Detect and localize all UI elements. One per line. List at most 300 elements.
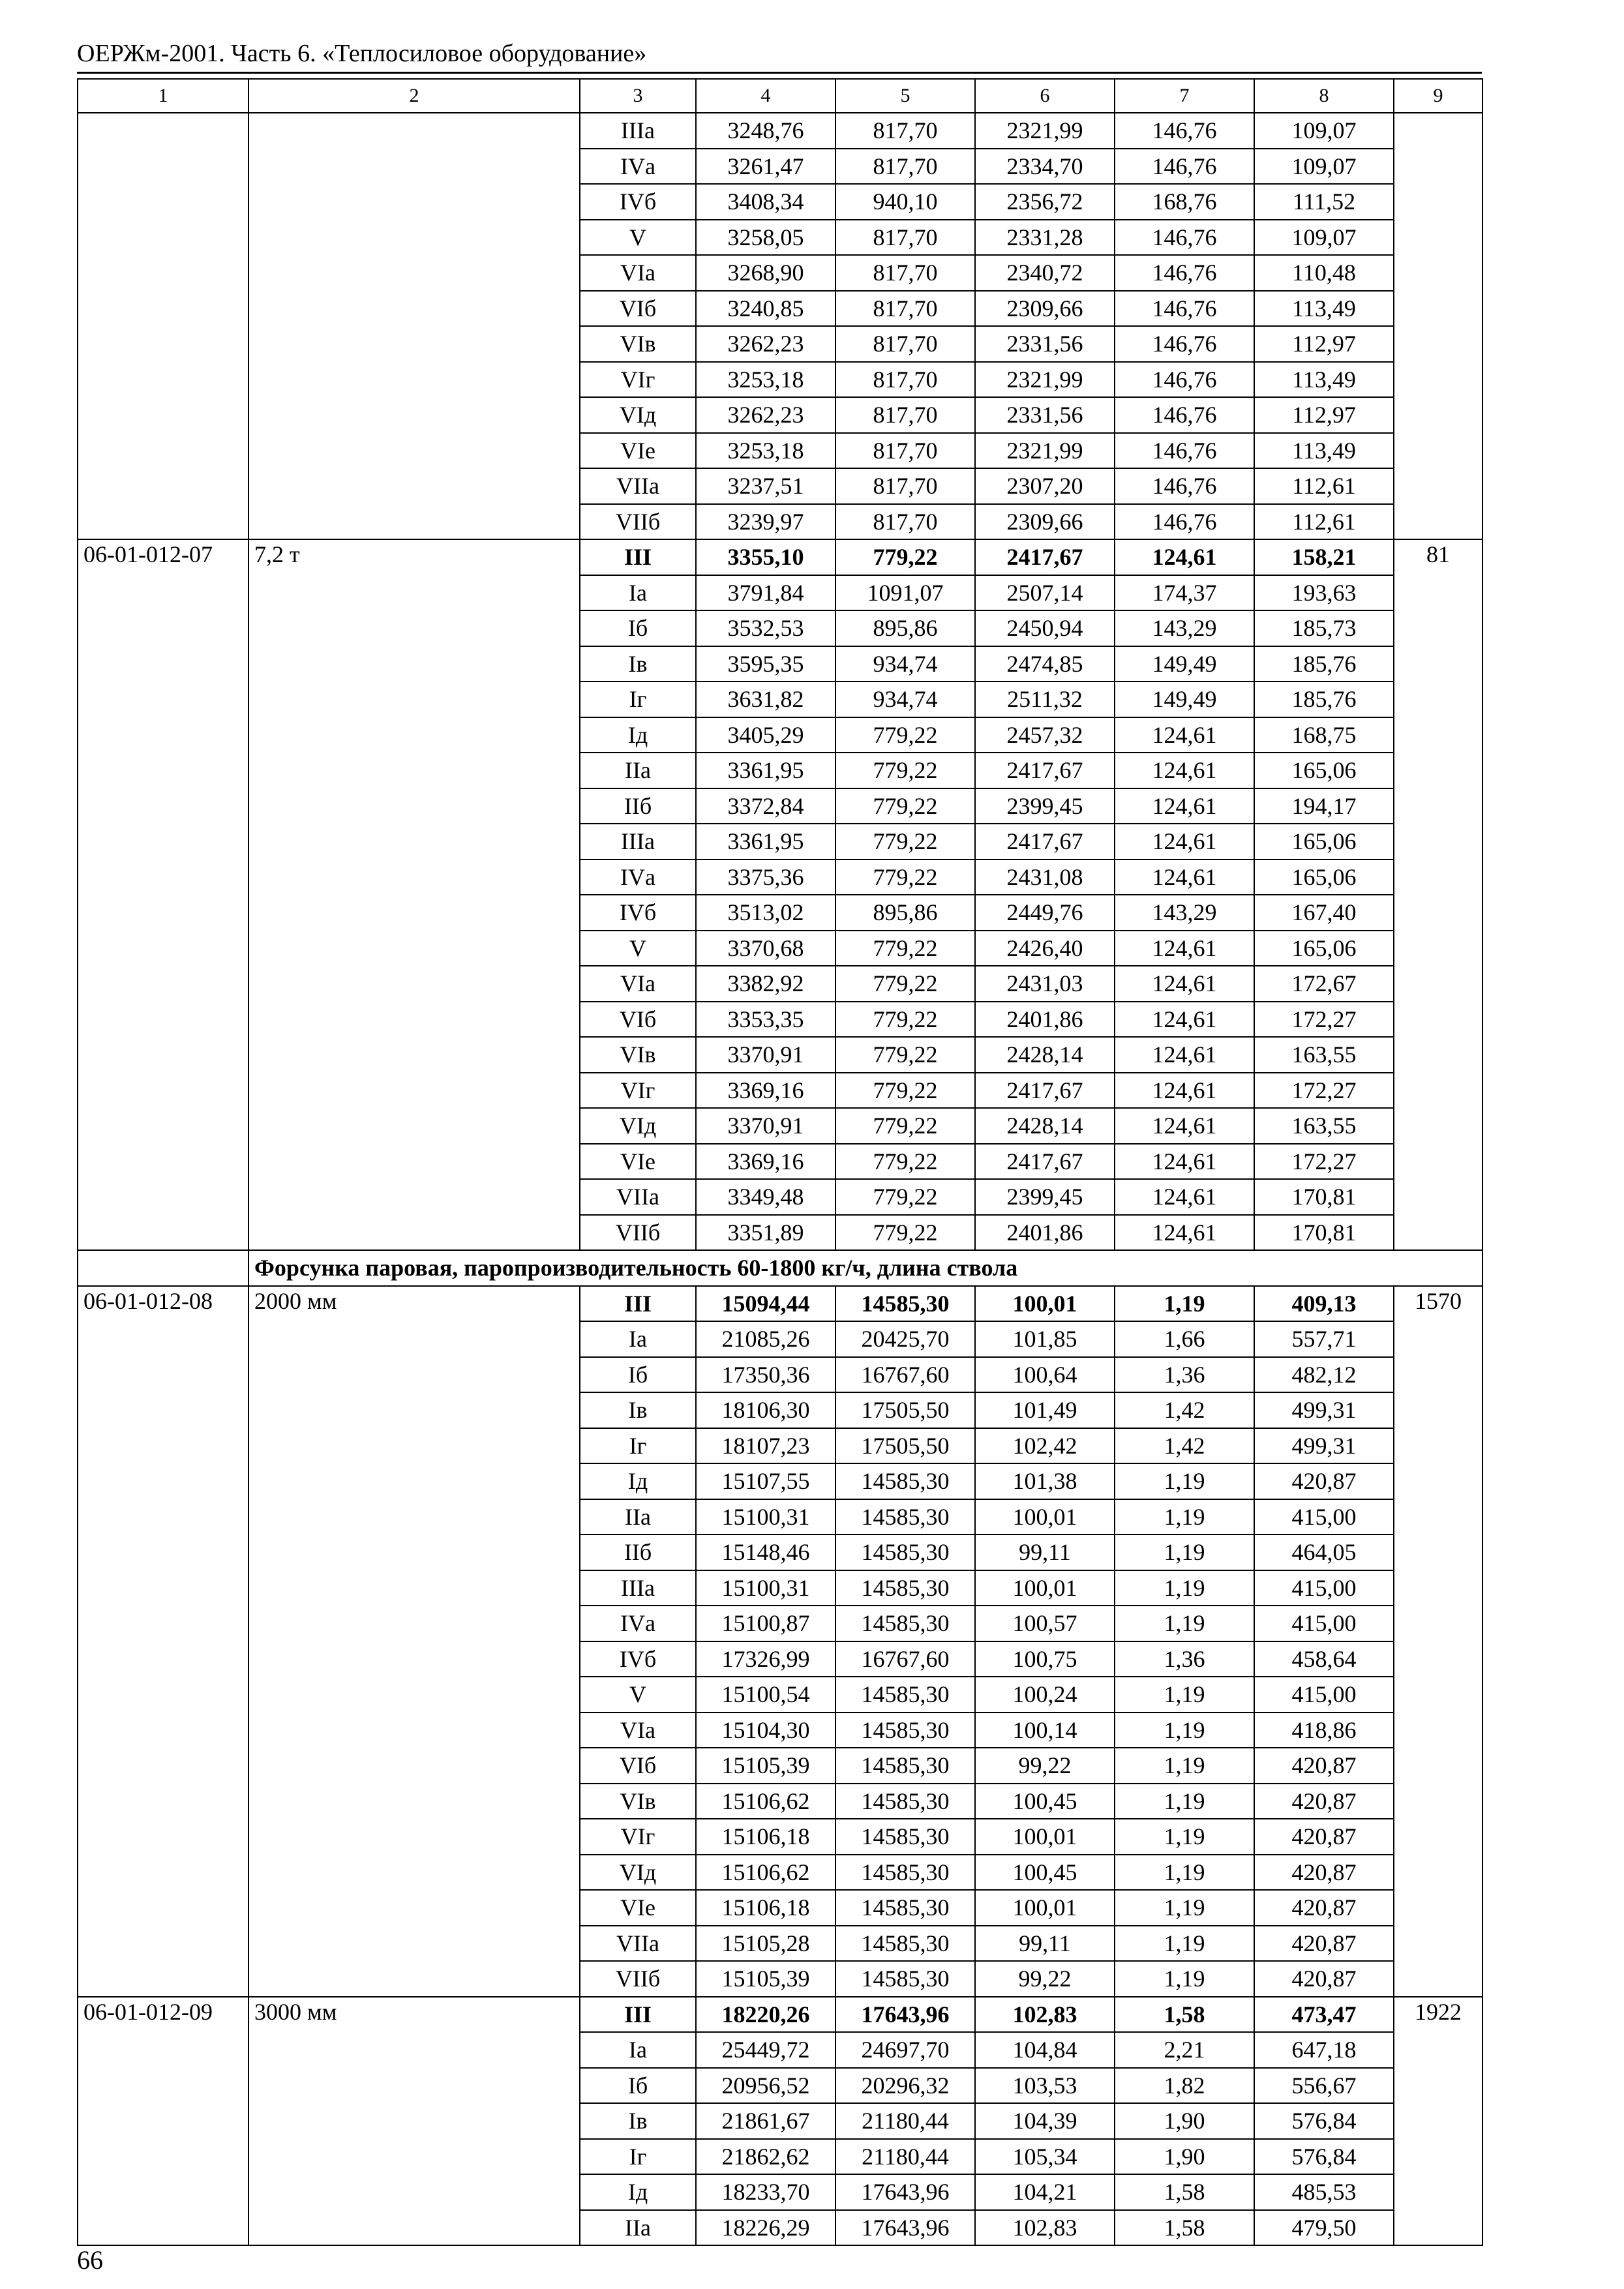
cost-value: 3253,18 [696,362,835,398]
cost-value: 100,01 [975,1570,1115,1606]
cost-value: 21861,67 [696,2103,835,2139]
zone-code: VIе [580,433,696,469]
cost-value: 15100,54 [696,1677,835,1713]
cost-value: 2340,72 [975,255,1115,291]
cost-value: 193,63 [1254,575,1394,611]
cost-value: 3262,23 [696,397,835,433]
cost-value: 499,31 [1254,1428,1394,1464]
cost-value: 100,75 [975,1641,1115,1677]
cost-value: 647,18 [1254,2032,1394,2068]
cost-value: 100,01 [975,1499,1115,1535]
cost-value: 21180,44 [835,2139,975,2175]
cost-value: 779,22 [835,1108,975,1144]
cost-value: 2321,99 [975,433,1115,469]
cost-value: 934,74 [835,681,975,717]
cost-value: 2457,32 [975,717,1115,753]
cost-value: 146,76 [1115,397,1254,433]
cost-value: 420,87 [1254,1855,1394,1891]
cost-value: 2,21 [1115,2032,1254,2068]
cost-value: 482,12 [1254,1357,1394,1393]
cost-value: 14585,30 [835,1677,975,1713]
zone-code: III [580,539,696,575]
cost-value: 557,71 [1254,1321,1394,1357]
cost-value: 172,27 [1254,1002,1394,1038]
cost-value: 185,76 [1254,681,1394,717]
cost-value: 2309,66 [975,291,1115,327]
cost-value: 168,76 [1115,184,1254,220]
column-number: 6 [975,79,1115,113]
cost-value: 3369,16 [696,1144,835,1180]
cost-value: 194,17 [1254,788,1394,824]
cost-value: 3372,84 [696,788,835,824]
cost-value: 3261,47 [696,149,835,185]
cost-value: 415,00 [1254,1606,1394,1641]
cost-value: 124,61 [1115,1002,1254,1038]
zone-code: IIIа [580,1570,696,1606]
cost-value: 112,97 [1254,397,1394,433]
cost-value: 3240,85 [696,291,835,327]
zone-code: Iд [580,717,696,753]
cost-value: 2417,67 [975,539,1115,575]
cost-value: 418,86 [1254,1713,1394,1748]
cost-value: 1091,07 [835,575,975,611]
cost-value: 3405,29 [696,717,835,753]
cost-value: 2431,08 [975,860,1115,895]
cost-value: 779,22 [835,1002,975,1038]
cost-value: 895,86 [835,895,975,931]
cost-value: 104,39 [975,2103,1115,2139]
cost-value: 146,76 [1115,113,1254,149]
cost-value: 109,07 [1254,149,1394,185]
cost-value: 3382,92 [696,966,835,1002]
cost-value: 172,27 [1254,1073,1394,1109]
cost-value: 18106,30 [696,1392,835,1428]
cost-value: 185,73 [1254,610,1394,646]
cost-value: 185,76 [1254,646,1394,682]
cost-value: 165,06 [1254,824,1394,860]
zone-code: Iа [580,2032,696,2068]
page-header: ОЕРЖм-2001. Часть 6. «Теплосиловое оборудование» [77,40,647,67]
zone-code: V [580,1677,696,1713]
cost-value: 779,22 [835,931,975,966]
cost-value: 109,07 [1254,113,1394,149]
cost-value: 16767,60 [835,1357,975,1393]
cost-value: 2450,94 [975,610,1115,646]
cost-value: 15107,55 [696,1463,835,1499]
cost-value: 20956,52 [696,2068,835,2104]
cost-value: 17643,96 [835,1997,975,2033]
cost-value: 15105,39 [696,1748,835,1784]
zone-code: Iа [580,575,696,611]
column-number: 5 [835,79,975,113]
cost-value: 817,70 [835,433,975,469]
cost-value: 3268,90 [696,255,835,291]
cost-value: 934,74 [835,646,975,682]
zone-code: Iд [580,1463,696,1499]
cost-value: 17643,96 [835,2174,975,2210]
rate-name: 2000 мм [248,1286,580,1997]
cost-value: 165,06 [1254,753,1394,788]
cost-value: 3248,76 [696,113,835,149]
cost-value: 14585,30 [835,1713,975,1748]
zone-code: Iв [580,2103,696,2139]
cost-value: 2331,56 [975,326,1115,362]
cost-value: 100,14 [975,1713,1115,1748]
cost-value: 109,07 [1254,220,1394,256]
zone-code: VIб [580,1002,696,1038]
cost-value: 100,01 [975,1286,1115,1322]
cost-value: 18226,29 [696,2210,835,2246]
cost-value: 779,22 [835,539,975,575]
rate-name: 7,2 т [248,539,580,1250]
cost-value: 779,22 [835,788,975,824]
zone-code: Iа [580,1321,696,1357]
rates-table [77,78,1483,2246]
cost-value: 100,57 [975,1606,1115,1641]
cost-value: 124,61 [1115,788,1254,824]
column-number: 3 [580,79,696,113]
cost-value: 2511,32 [975,681,1115,717]
cost-value: 21085,26 [696,1321,835,1357]
zone-code: VIIб [580,1961,696,1997]
table-row [78,1286,1482,1322]
cost-value: 779,22 [835,1179,975,1215]
cost-value: 158,21 [1254,539,1394,575]
cost-value: 124,61 [1115,717,1254,753]
cost-value: 15106,18 [696,1890,835,1926]
zone-code: VIв [580,1037,696,1073]
cost-value: 499,31 [1254,1392,1394,1428]
cost-value: 3258,05 [696,220,835,256]
cost-value: 420,87 [1254,1926,1394,1962]
cost-value: 1,66 [1115,1321,1254,1357]
section-row [78,1250,1482,1286]
cost-value: 103,53 [975,2068,1115,2104]
cost-value: 124,61 [1115,1144,1254,1180]
zone-code: Iг [580,2139,696,2175]
cost-value: 105,34 [975,2139,1115,2175]
zone-code: IVб [580,895,696,931]
cost-value: 170,81 [1254,1179,1394,1215]
zone-code: IVб [580,184,696,220]
cost-value: 420,87 [1254,1463,1394,1499]
cost-value: 15105,39 [696,1961,835,1997]
cost-value: 1,19 [1115,1926,1254,1962]
cost-value: 24697,70 [835,2032,975,2068]
zone-code: VIг [580,1819,696,1855]
zone-code: VIе [580,1890,696,1926]
zone-code: VIб [580,1748,696,1784]
cost-value: 102,83 [975,1997,1115,2033]
cost-value: 18233,70 [696,2174,835,2210]
cost-value: 1,19 [1115,1961,1254,1997]
cost-value: 17505,50 [835,1392,975,1428]
cost-value: 100,45 [975,1784,1115,1819]
cost-value: 15100,31 [696,1499,835,1535]
cost-value: 21180,44 [835,2103,975,2139]
cost-value: 2449,76 [975,895,1115,931]
cost-value: 817,70 [835,149,975,185]
zone-code: Iб [580,2068,696,2104]
cost-value: 2307,20 [975,468,1115,504]
cost-value: 112,61 [1254,468,1394,504]
cost-value: 146,76 [1115,255,1254,291]
header-rule [77,72,1482,74]
cost-value: 124,61 [1115,539,1254,575]
cost-value: 146,76 [1115,468,1254,504]
cost-value: 100,01 [975,1890,1115,1926]
cost-value: 1,42 [1115,1428,1254,1464]
cost-value: 2417,67 [975,1144,1115,1180]
equipment-cost: 1570 [1394,1286,1482,1997]
cost-value: 1,58 [1115,2210,1254,2246]
section-code-cell [78,1250,248,1286]
cost-value: 99,11 [975,1926,1115,1962]
cost-value: 15100,31 [696,1570,835,1606]
table-row [78,113,1482,149]
cost-value: 3370,68 [696,931,835,966]
cost-value: 15106,62 [696,1855,835,1891]
cost-value: 3355,10 [696,539,835,575]
cost-value: 20425,70 [835,1321,975,1357]
cost-value: 3408,34 [696,184,835,220]
cost-value: 817,70 [835,113,975,149]
zone-code: VIд [580,1855,696,1891]
rate-code: 06-01-012-08 [78,1286,248,1997]
cost-value: 110,48 [1254,255,1394,291]
cost-value: 1,90 [1115,2139,1254,2175]
cost-value: 15100,87 [696,1606,835,1641]
cost-value: 14585,30 [835,1784,975,1819]
cost-value: 779,22 [835,824,975,860]
cost-value: 779,22 [835,753,975,788]
cost-value: 14585,30 [835,1570,975,1606]
cost-value: 3791,84 [696,575,835,611]
rate-code: 06-01-012-09 [78,1997,248,2246]
cost-value: 124,61 [1115,966,1254,1002]
zone-code: III [580,1286,696,1322]
zone-code: IVа [580,149,696,185]
cost-value: 420,87 [1254,1890,1394,1926]
equipment-cost [1394,113,1482,539]
cost-value: 415,00 [1254,1677,1394,1713]
cost-value: 817,70 [835,326,975,362]
zone-code: VIг [580,362,696,398]
cost-value: 479,50 [1254,2210,1394,2246]
cost-value: 779,22 [835,1037,975,1073]
cost-value: 146,76 [1115,220,1254,256]
table-row [78,539,1482,575]
table-row [78,1997,1482,2033]
cost-value: 1,36 [1115,1357,1254,1393]
cost-value: 15094,44 [696,1286,835,1322]
cost-value: 1,19 [1115,1499,1254,1535]
cost-value: 165,06 [1254,860,1394,895]
cost-value: 143,29 [1115,895,1254,931]
cost-value: 172,27 [1254,1144,1394,1180]
cost-value: 895,86 [835,610,975,646]
cost-value: 2321,99 [975,113,1115,149]
cost-value: 124,61 [1115,1215,1254,1251]
cost-value: 111,52 [1254,184,1394,220]
cost-value: 2309,66 [975,504,1115,540]
cost-value: 15105,28 [696,1926,835,1962]
rate-name: 3000 мм [248,1997,580,2246]
cost-value: 101,38 [975,1463,1115,1499]
cost-value: 473,47 [1254,1997,1394,2033]
cost-value: 3237,51 [696,468,835,504]
cost-value: 1,19 [1115,1534,1254,1570]
cost-value: 1,19 [1115,1463,1254,1499]
rate-name [248,113,580,539]
cost-value: 21862,62 [696,2139,835,2175]
column-number-row [78,79,1482,113]
cost-value: 1,19 [1115,1890,1254,1926]
cost-value: 2417,67 [975,753,1115,788]
cost-value: 101,85 [975,1321,1115,1357]
zone-code: Iб [580,1357,696,1393]
cost-value: 14585,30 [835,1961,975,1997]
cost-value: 1,19 [1115,1677,1254,1713]
zone-code: Iв [580,1392,696,1428]
cost-value: 20296,32 [835,2068,975,2104]
cost-value: 1,58 [1115,1997,1254,2033]
cost-value: 485,53 [1254,2174,1394,2210]
zone-code: VIг [580,1073,696,1109]
column-number: 7 [1115,79,1254,113]
zone-code: Iг [580,1428,696,1464]
zone-code: III [580,1997,696,2033]
cost-value: 170,81 [1254,1215,1394,1251]
cost-value: 420,87 [1254,1748,1394,1784]
cost-value: 14585,30 [835,1463,975,1499]
cost-value: 17350,36 [696,1357,835,1393]
cost-value: 779,22 [835,1144,975,1180]
cost-value: 17643,96 [835,2210,975,2246]
cost-value: 168,75 [1254,717,1394,753]
zone-code: Iг [580,681,696,717]
cost-value: 14585,30 [835,1926,975,1962]
cost-value: 3349,48 [696,1179,835,1215]
zone-code: VIв [580,1784,696,1819]
zone-code: IIа [580,2210,696,2246]
cost-value: 458,64 [1254,1641,1394,1677]
cost-value: 146,76 [1115,326,1254,362]
cost-value: 14585,30 [835,1534,975,1570]
cost-value: 17326,99 [696,1641,835,1677]
cost-value: 104,84 [975,2032,1115,2068]
cost-value: 1,58 [1115,2174,1254,2210]
cost-value: 576,84 [1254,2103,1394,2139]
cost-value: 14585,30 [835,1890,975,1926]
section-title: Форсунка паровая, паропроизводительность 60-1800 кг/ч, длина ствола [248,1250,1482,1286]
cost-value: 99,22 [975,1748,1115,1784]
cost-value: 124,61 [1115,860,1254,895]
zone-code: VIIб [580,1215,696,1251]
zone-code: IVа [580,1606,696,1641]
cost-value: 3361,95 [696,753,835,788]
zone-code: IIIа [580,113,696,149]
cost-value: 163,55 [1254,1108,1394,1144]
cost-value: 17505,50 [835,1428,975,1464]
cost-value: 3370,91 [696,1037,835,1073]
equipment-cost: 1922 [1394,1997,1482,2246]
cost-value: 146,76 [1115,362,1254,398]
cost-value: 3262,23 [696,326,835,362]
zone-code: IIIа [580,824,696,860]
cost-value: 3253,18 [696,433,835,469]
zone-code: IIб [580,788,696,824]
cost-value: 101,49 [975,1392,1115,1428]
cost-value: 99,11 [975,1534,1115,1570]
cost-value: 14585,30 [835,1855,975,1891]
zone-code: Iб [580,610,696,646]
cost-value: 14585,30 [835,1748,975,1784]
zone-code: VIд [580,397,696,433]
cost-value: 14585,30 [835,1499,975,1535]
cost-value: 18107,23 [696,1428,835,1464]
cost-value: 1,19 [1115,1855,1254,1891]
cost-value: 2417,67 [975,824,1115,860]
rate-code: 06-01-012-07 [78,539,248,1250]
zone-code: Iв [580,646,696,682]
cost-value: 146,76 [1115,149,1254,185]
cost-value: 112,97 [1254,326,1394,362]
cost-value: 124,61 [1115,753,1254,788]
cost-value: 100,45 [975,1855,1115,1891]
column-number: 9 [1394,79,1482,113]
cost-value: 415,00 [1254,1499,1394,1535]
cost-value: 2428,14 [975,1037,1115,1073]
cost-value: 3375,36 [696,860,835,895]
cost-value: 2428,14 [975,1108,1115,1144]
cost-value: 14585,30 [835,1819,975,1855]
equipment-cost: 81 [1394,539,1482,1250]
cost-value: 420,87 [1254,1819,1394,1855]
cost-value: 2334,70 [975,149,1115,185]
cost-value: 2401,86 [975,1002,1115,1038]
cost-value: 779,22 [835,860,975,895]
cost-value: 1,19 [1115,1286,1254,1322]
cost-value: 15106,62 [696,1784,835,1819]
column-number: 2 [248,79,580,113]
cost-value: 415,00 [1254,1570,1394,1606]
cost-value: 3239,97 [696,504,835,540]
cost-value: 124,61 [1115,1179,1254,1215]
cost-value: 143,29 [1115,610,1254,646]
cost-value: 2331,28 [975,220,1115,256]
cost-value: 149,49 [1115,646,1254,682]
cost-value: 2507,14 [975,575,1115,611]
cost-value: 817,70 [835,291,975,327]
cost-value: 146,76 [1115,291,1254,327]
cost-value: 817,70 [835,220,975,256]
cost-value: 817,70 [835,504,975,540]
cost-value: 420,87 [1254,1784,1394,1819]
cost-value: 113,49 [1254,433,1394,469]
cost-value: 1,90 [1115,2103,1254,2139]
cost-value: 3513,02 [696,895,835,931]
cost-value: 163,55 [1254,1037,1394,1073]
cost-value: 940,10 [835,184,975,220]
cost-value: 1,82 [1115,2068,1254,2104]
zone-code: VIд [580,1108,696,1144]
cost-value: 2426,40 [975,931,1115,966]
cost-value: 1,19 [1115,1748,1254,1784]
cost-value: 779,22 [835,1215,975,1251]
cost-value: 14585,30 [835,1286,975,1322]
cost-value: 409,13 [1254,1286,1394,1322]
